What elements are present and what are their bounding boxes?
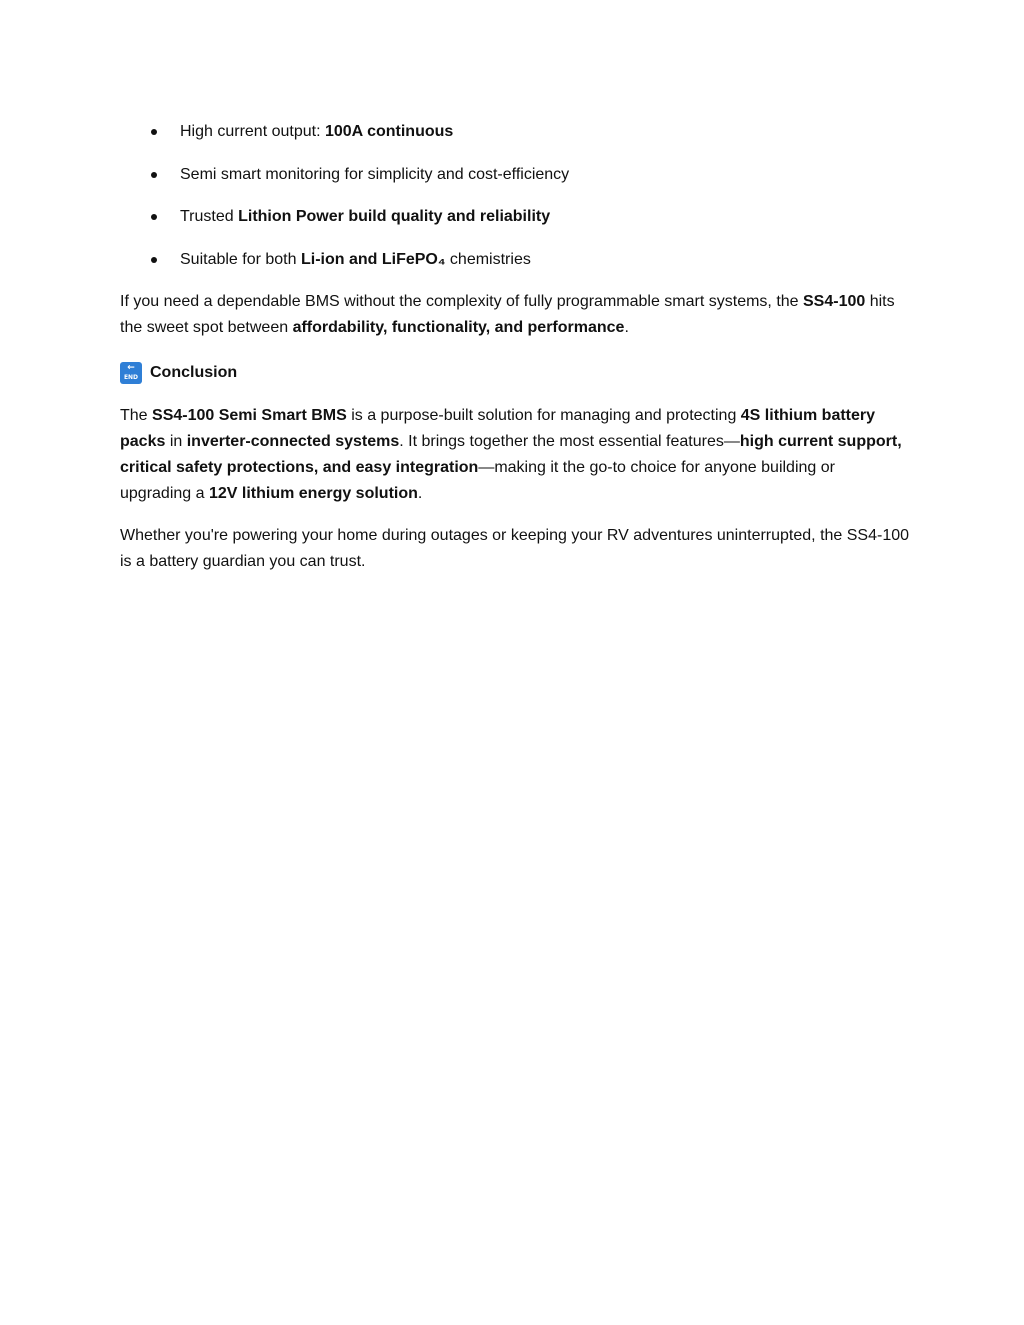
summary-bold-1: SS4-100: [803, 293, 866, 310]
feature-list: [120, 119, 910, 289]
conclusion-bold-2: 4S lithium battery packs: [120, 407, 876, 450]
conclusion-text-6: .: [417, 485, 423, 502]
list-item-text-after: chemistries: [445, 250, 531, 268]
summary-text-3: .: [624, 319, 629, 336]
bullet-icon: [151, 214, 157, 220]
conclusion-text-4: . It brings together the most essential features—: [399, 433, 740, 450]
bullet-icon: [151, 257, 157, 263]
closing-paragraph: Whether you're powering your home during outages or keeping your RV adventures uninterrupted, the SS4-100 is a battery guardian you can trust.: [120, 527, 910, 570]
conclusion-bold-1: SS4-100 Semi Smart BMS: [152, 407, 347, 424]
conclusion-title: Conclusion: [150, 364, 238, 381]
list-item-bold: Li-ion and LiFePO₄: [300, 250, 446, 268]
list-item: [120, 247, 910, 290]
list-item-text: Suitable for both: [180, 250, 301, 268]
end-icon-arrow: ←: [127, 363, 135, 373]
bullet-icon: [151, 129, 157, 135]
list-item-bold: 100A continuous: [324, 123, 454, 140]
list-item-text: Trusted: [180, 208, 239, 225]
list-item: [120, 119, 910, 162]
conclusion-text-3: in: [165, 433, 187, 450]
conclusion-text-5: —making it the go-to choice for anyone building or upgrading a: [120, 459, 835, 502]
conclusion-bold-5: 12V lithium energy solution: [208, 485, 418, 502]
end-arrow-icon: [120, 362, 142, 384]
summary-paragraph: [120, 289, 910, 341]
list-item: [120, 162, 910, 205]
summary-bold-2: affordability, functionality, and performance: [292, 319, 625, 336]
summary-text-2: hits the sweet spot between: [120, 293, 895, 336]
conclusion-paragraph: [120, 403, 910, 507]
list-item-text: Semi smart monitoring for simplicity and cost-efficiency: [180, 165, 570, 183]
bullet-icon: [151, 172, 157, 178]
conclusion-text-2: is a purpose-built solution for managing and protecting: [346, 407, 741, 424]
conclusion-bold-4: high current support, critical safety protections, and easy integration: [120, 433, 902, 476]
list-item-bold: Lithion Power build quality and reliability: [238, 208, 551, 225]
conclusion-bold-3: inverter-connected systems: [186, 433, 400, 450]
summary-text-1: If you need a dependable BMS without the complexity of fully programmable smart systems, the: [120, 293, 803, 310]
end-icon-label: END: [123, 374, 139, 381]
list-item-text: High current output:: [180, 123, 325, 140]
conclusion-text-1: The: [120, 407, 153, 424]
list-item: [120, 204, 910, 247]
conclusion-heading: [120, 360, 237, 386]
